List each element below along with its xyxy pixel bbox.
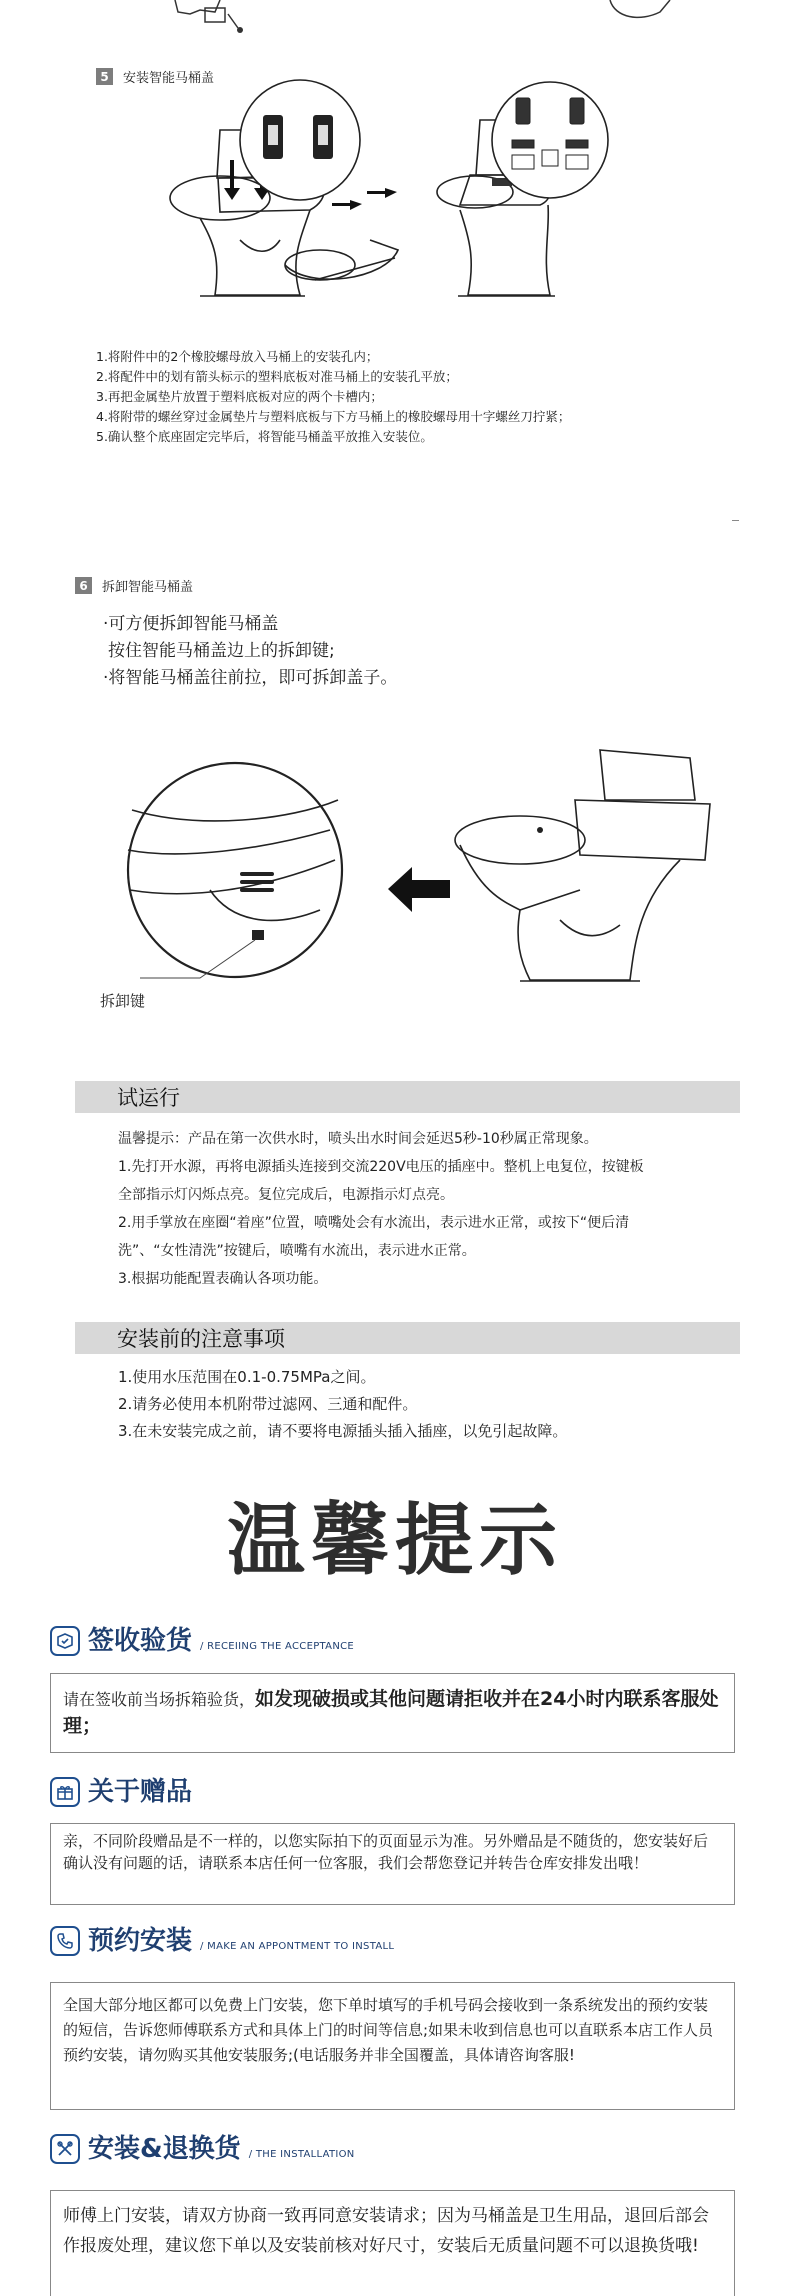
step5-item: 2.将配件中的划有箭头标示的塑料底板对准马桶上的安装孔平放；	[96, 369, 458, 384]
trial-line: 2.用手掌放在座圈“着座”位置，喷嘴处会有水流出，表示进水正常，或按下“便后清	[118, 1215, 630, 1231]
install-box	[50, 2190, 735, 2296]
appointment-title: 预约安装	[88, 1926, 193, 1956]
step5-number: 5	[96, 68, 113, 85]
step5-item: 1.将附件中的2个橡胶螺母放入马桶上的安装孔内；	[96, 349, 379, 364]
phone-icon	[50, 1926, 80, 1956]
gifts-title: 关于赠品	[88, 1777, 193, 1807]
toilet-seat-install-drawing	[160, 80, 640, 330]
trial-line: 全部指示灯闪烁点亮。复位完成后，电源指示灯点亮。	[118, 1187, 454, 1203]
tips-title: 温馨提示	[226, 1496, 563, 1586]
trial-line: 1.先打开水源，再将电源插头连接到交流220V电压的插座中。整机上电复位，按键板	[118, 1159, 644, 1175]
install-text: 师傅上门安装，请双方协商一致再同意安装请求；因为马桶盖是卫生用品，退回后部会作报废处理，建议您下单以及安装前核对好尺寸，安装后无质量问题不可以退换货哦!	[63, 2206, 709, 2256]
trial-run-title: 试运行	[117, 1086, 180, 1110]
precaution-line: 1.使用水压范围在0.1-0.75MPa之间。	[118, 1368, 376, 1386]
install-title: 安装&退换货	[88, 2134, 241, 2164]
tools-icon	[50, 2134, 80, 2164]
precautions-band	[75, 1322, 740, 1354]
step6-heading	[75, 576, 193, 595]
faucet-parts-drawing	[0, 0, 790, 40]
gifts-text: 亲，不同阶段赠品是不一样的，以您实际拍下的页面显示为准。另外赠品是不随货的，您安装好后确认没有问题的话，请联系本店任何一位客服，我们会帮您登记并转告仓库安排发出哦！	[63, 1832, 709, 1872]
install-header	[50, 2134, 355, 2164]
precautions-title: 安装前的注意事项	[117, 1327, 285, 1351]
step6-number: 6	[75, 577, 92, 594]
step5-title: 安装智能马桶盖	[123, 71, 215, 86]
precaution-line: 3.在未安装完成之前，请不要将电源插头插入插座，以免引起故障。	[118, 1422, 568, 1440]
appointment-text: 全国大部分地区都可以免费上门安装，您下单时填写的手机号码会接收到一条系统发出的预约安装的短信，告诉您师傅联系方式和具体上门的时间等信息;如果未收到信息也可以直联系本店工作人员预约安装，请勿购买其他安装服务;(电话服务并非全国覆盖，具体请咨询客服!	[63, 1996, 714, 2064]
gifts-header	[50, 1777, 192, 1807]
step6-instructions	[103, 611, 397, 692]
step5-illustration	[160, 80, 640, 330]
acceptance-subtitle: / RECEIING THE ACCEPTANCE	[200, 1641, 354, 1652]
page-edge-mark	[732, 520, 739, 521]
trial-line: 洗”、“女性清洗”按键后，喷嘴有水流出，表示进水正常。	[118, 1243, 476, 1259]
removal-key-callout: 拆卸键	[100, 992, 146, 1010]
step5-item: 3.再把金属垫片放置于塑料底板对应的两个卡槽内；	[96, 389, 383, 404]
trial-run-band	[75, 1081, 740, 1113]
acceptance-title: 签收验货	[88, 1626, 193, 1656]
package-check-icon	[50, 1626, 80, 1656]
acceptance-text: 请在签收前当场拆箱验货，	[63, 1690, 256, 1709]
acceptance-box	[50, 1673, 735, 1753]
step5-instructions	[96, 347, 570, 447]
trial-run-text	[118, 1125, 644, 1293]
trial-line: 温馨提示：产品在第一次供水时，喷头出水时间会延迟5秒-10秒属正常现象。	[118, 1131, 598, 1147]
step6-item: ·可方便拆卸智能马桶盖	[103, 614, 279, 634]
gifts-box	[50, 1823, 735, 1905]
appointment-header	[50, 1926, 394, 1956]
precautions-text	[118, 1364, 567, 1445]
acceptance-text-bold: 如发现破损或其他问题请拒收并在24小时内联系客服处理；	[63, 1688, 719, 1737]
step5-item: 5.确认整个底座固定完毕后，将智能马桶盖平放推入安装位。	[96, 429, 433, 444]
seat-removal-drawing	[120, 740, 720, 1010]
install-subtitle: / THE INSTALLATION	[248, 2149, 355, 2160]
appointment-box	[50, 1982, 735, 2110]
precaution-line: 2.请务必使用本机附带过滤网、三通和配件。	[118, 1395, 418, 1413]
top-partial-illustration	[0, 0, 790, 40]
step5-item: 4.将附带的螺丝穿过金属垫片与塑料底板与下方马桶上的橡胶螺母用十字螺丝刀拧紧；	[96, 409, 571, 424]
step6-item: 按住智能马桶盖边上的拆卸键;	[108, 641, 335, 661]
step6-title: 拆卸智能马桶盖	[102, 580, 194, 595]
step6-item: ·将智能马桶盖往前拉，即可拆卸盖子。	[103, 668, 398, 688]
trial-line: 3.根据功能配置表确认各项功能。	[118, 1271, 328, 1287]
step6-illustration	[120, 740, 720, 1010]
gift-icon	[50, 1777, 80, 1807]
appointment-subtitle: / MAKE AN APPONTMENT TO INSTALL	[200, 1941, 395, 1952]
acceptance-header	[50, 1626, 354, 1656]
